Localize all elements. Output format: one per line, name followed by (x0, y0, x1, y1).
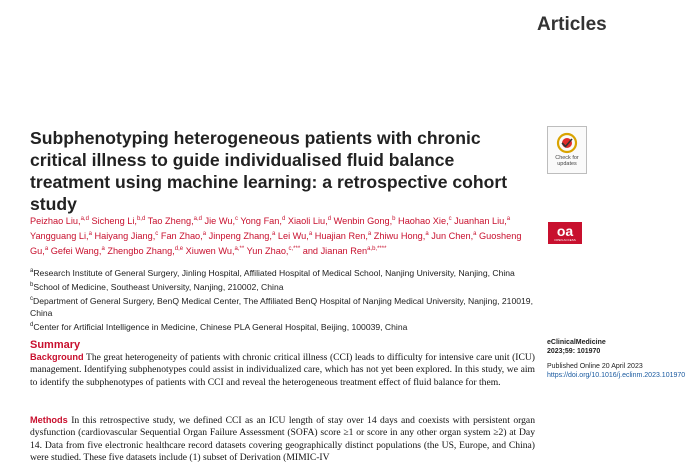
affiliation-mark: b (30, 281, 34, 288)
check-updates-icon (556, 132, 578, 154)
author-name[interactable]: Jinpeng Zhang, (206, 231, 272, 242)
author-affiliation-mark: a (506, 216, 511, 222)
open-access-subtext: OPEN ACCESS (554, 238, 576, 242)
section-header: Articles (537, 14, 607, 35)
affiliation-item (30, 279, 545, 293)
author-affiliation-mark: c (448, 216, 452, 222)
methods-text: In this retrospective study, we defined CCI as an ICU length of stay over 14 days and coexists with persistent organ dysfunction (cardiovascular Sequential Organ Failure Assessment (SOFA) score ≥1 or score in any other organ system ≥2) at Day 14. Data from five electronic healthcare record datasets covering geographically distinct populations (the US, Europe, and China) were studied. These five datasets include (1) subset of Derivation (MIMIC-IV (30, 415, 535, 464)
author-affiliation-mark: d (281, 216, 286, 222)
summary-heading: Summary (30, 339, 81, 351)
check-for-updates-button[interactable] (547, 126, 587, 174)
author-affiliation-mark: a (101, 246, 105, 253)
author-affiliation-mark: a (367, 231, 372, 238)
author-affiliation-mark: a,d (80, 216, 89, 222)
methods-label: Methods (30, 415, 68, 425)
affiliation-mark: c (30, 295, 33, 302)
author-affiliation-mark: c (235, 216, 239, 222)
author-affiliation-mark: a (88, 231, 92, 238)
author-affiliation-mark: c,*** (288, 246, 301, 253)
article-title: Subphenotyping heterogeneous patients with chronic critical illness to guide individualised fluid balance treatment using machine learning: a retrospective cohort study (30, 128, 508, 214)
citation-sidebar (547, 339, 685, 380)
author-name[interactable]: Yangguang Li, (30, 231, 89, 242)
affiliation-item (30, 293, 545, 319)
published-date: Published Online 20 April 2023 (547, 363, 643, 371)
author-affiliation-mark: b (392, 216, 396, 222)
author-name[interactable]: Haohao Xie, (395, 216, 449, 227)
author-name[interactable]: Lei Wu, (275, 231, 309, 242)
author-name[interactable]: Sicheng Li, (88, 216, 137, 227)
author-name[interactable]: and Jianan Ren (300, 246, 368, 257)
affiliation-item (30, 265, 545, 279)
author-affiliation-mark: a (425, 231, 429, 238)
affiliation-text: School of Medicine, Southeast University, Nanjing, 210002, China (33, 281, 284, 292)
author-affiliation-mark: d (327, 216, 332, 222)
check-updates-label: Check for updates (555, 155, 579, 167)
author-affiliation-mark: a,b,**** (367, 246, 387, 253)
background-text: The great heterogeneity of patients with chronic critical illness (CCI) leads to difficulty for intensive care unit (ICU) management. Identifying subphenotypes could assist in individualized care, which has not yet been explored. In this study, we aim to identify the subphenotypes of patients with CCI and reveal the heterogeneous treatment effect of fluid balance for them. (30, 352, 535, 388)
open-access-icon: oa (556, 223, 574, 239)
author-name[interactable]: Xiaoli Liu, (285, 216, 328, 227)
author-name[interactable]: Tao Zheng, (145, 216, 194, 227)
author-name[interactable]: Wenbin Gong, (331, 216, 393, 227)
affiliations (30, 265, 545, 332)
affiliation-text: Center for Artificial Intelligence in Medicine, Chinese PLA General Hospital, Beijing, 100039, China (33, 321, 408, 332)
author-name[interactable]: Juanhan Liu, (451, 216, 507, 227)
affiliation-mark: a (30, 268, 34, 274)
author-affiliation-mark: a (202, 231, 207, 238)
author-affiliation-mark: a (308, 231, 313, 238)
author-name[interactable]: Haiyang Jiang, (91, 231, 156, 242)
affiliation-text: Department of General Surgery, BenQ Medical Center, The Affiliated BenQ Hospital of Nanjing Medical University, Nanjing, 210019, China (30, 295, 533, 318)
author-name[interactable]: Huajian Ren, (312, 231, 368, 242)
journal-name: eClinicalMedicine (547, 339, 606, 346)
author-name[interactable]: Zhengbo Zhang, (104, 246, 175, 257)
author-name[interactable]: Yun Zhao, (244, 246, 289, 257)
journal-citation: 2023;59: 101970 (547, 347, 601, 355)
author-affiliation-mark: b,d (136, 216, 146, 222)
doi-link[interactable]: https://doi.org/10.1016/j.eclinm.2023.101970 (547, 371, 685, 379)
author-name[interactable]: Zhiwu Hong, (371, 231, 426, 242)
author-affiliation-mark: a,d (193, 216, 202, 222)
author-affiliation-mark: a (271, 231, 276, 238)
author-name[interactable]: Jun Chen, (428, 231, 474, 242)
affiliation-text: Research Institute of General Surgery, Jinling Hospital, Affiliated Hospital of Medical School, Nanjing University, Nanjing, China (33, 267, 515, 278)
author-affiliation-mark: a (44, 246, 49, 253)
author-affiliation-mark: c (155, 231, 159, 238)
affiliation-mark: d (30, 321, 34, 328)
open-access-badge (548, 222, 582, 244)
author-name[interactable]: Guosheng Gu, (30, 231, 522, 257)
author-name[interactable]: Peizhao Liu, (30, 216, 81, 227)
author-affiliation-mark: d,e (174, 246, 184, 253)
author-name[interactable]: Yong Fan, (238, 216, 282, 227)
affiliation-item (30, 319, 545, 333)
background-label: Background (30, 352, 84, 362)
author-name[interactable]: Xiuwen Wu, (183, 246, 235, 257)
author-affiliation-mark: a,** (234, 246, 245, 253)
methods-paragraph (30, 414, 535, 465)
author-affiliation-mark: a (473, 231, 477, 238)
author-name[interactable]: Jie Wu, (201, 216, 236, 227)
author-name[interactable]: Fan Zhao, (158, 231, 203, 242)
author-list (30, 213, 530, 258)
author-name[interactable]: Gefei Wang, (48, 246, 102, 257)
background-paragraph (30, 351, 535, 389)
